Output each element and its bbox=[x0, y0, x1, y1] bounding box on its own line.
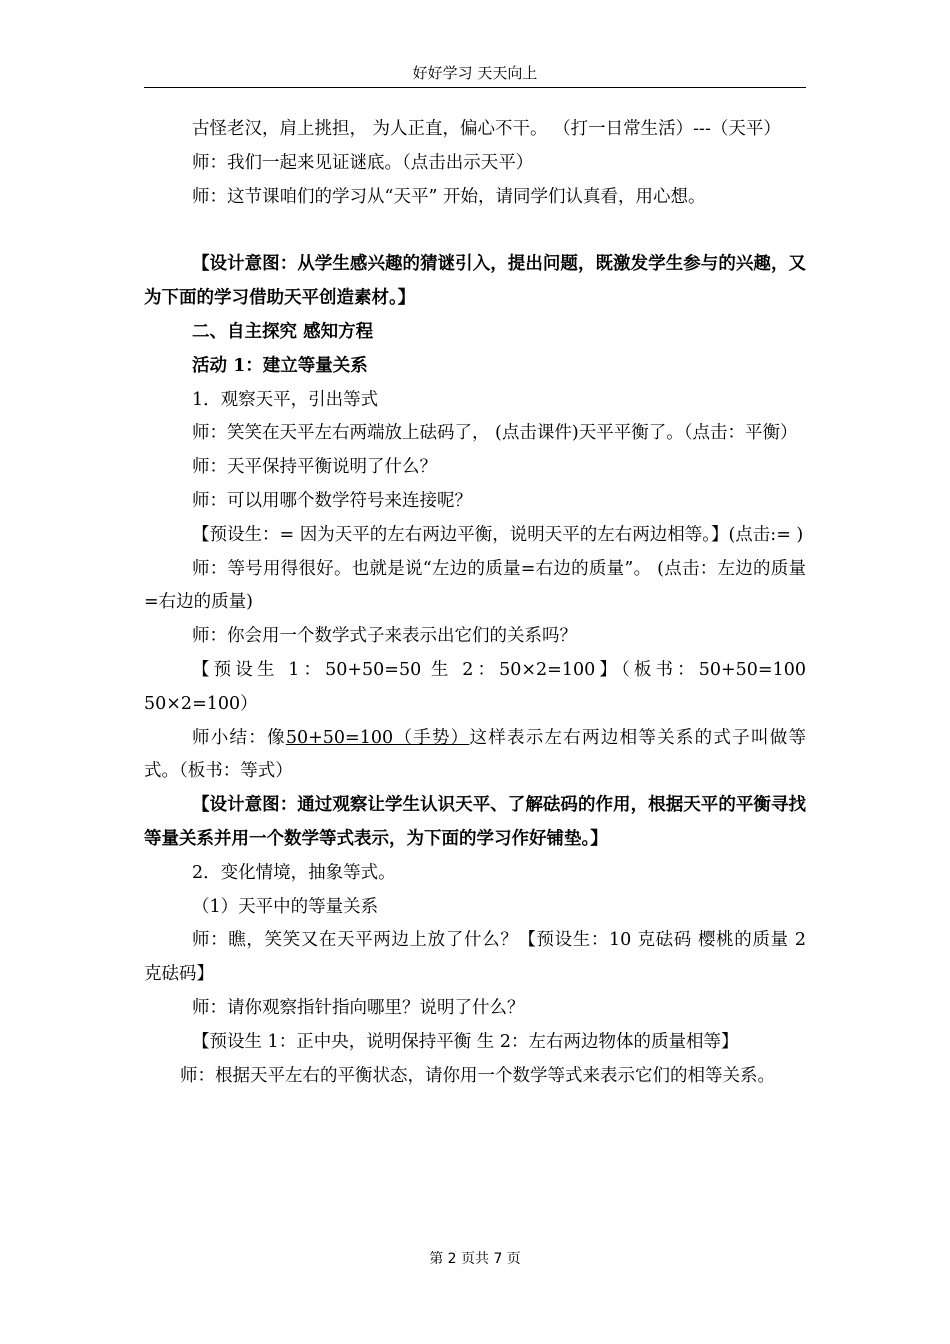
subsection-heading: （1）天平中的等量关系 bbox=[192, 896, 379, 917]
paragraph-question-2: 师：可以用哪个数学符号来连接呢？ bbox=[192, 490, 472, 511]
paragraph-question-1: 师：天平保持平衡说明了什么？ bbox=[192, 457, 437, 478]
paragraph-balance: 师：笑笑在天平左右两端放上砝码了， (点击课件)天平平衡了。（点击：平衡） bbox=[192, 423, 798, 444]
step-2-heading: 2．变化情境，抽象等式。 bbox=[192, 862, 396, 883]
section-heading: 二、自主探究 感知方程 bbox=[192, 321, 374, 342]
paragraph-equal-sign: 师：等号用得很好。也就是说“左边的质量=右边的质量”。 (点击：左边的质量=右边的质量) bbox=[144, 558, 806, 613]
paragraph-question-4: 师：瞧，笑笑又在天平两边上放了什么？【预设生：10 克砝码 樱桃的质量 2 克砝码】 bbox=[144, 930, 806, 985]
design-intent-1: 【设计意图：从学生感兴趣的猜谜引入，提出问题，既激发学生参与的兴趣，又为下面的学习借助天平创造素材。】 bbox=[144, 254, 806, 309]
paragraph-preset-2: 【预设生 1：50+50=50 生 2：50×2=100】（板书：50+50=100 50×2=100） bbox=[144, 659, 806, 714]
document-body bbox=[144, 113, 806, 1093]
summary-underlined: 50+50=100（手势） bbox=[285, 727, 470, 748]
spacer bbox=[144, 214, 806, 248]
paragraph-question-3: 师：你会用一个数学式子来表示出它们的关系吗？ bbox=[192, 626, 577, 647]
summary-rest: 这样表示左右两边相等关系的式子叫做等式。（板书：等式） bbox=[144, 727, 807, 782]
paragraph-intro: 师：这节课咱们的学习从“天平” 开始，请同学们认真看，用心想。 bbox=[192, 186, 706, 207]
paragraph-preset-3: 【预设生 1：正中央，说明保持平衡 生 2：左右两边物体的质量相等】 bbox=[192, 1031, 739, 1052]
paragraph-task: 师：根据天平左右的平衡状态，请你用一个数学等式来表示它们的相等关系。 bbox=[180, 1065, 775, 1086]
header-rule bbox=[144, 87, 806, 88]
paragraph-summary bbox=[144, 722, 806, 790]
paragraph-question-5: 师：请你观察指针指向哪里？说明了什么？ bbox=[192, 997, 525, 1018]
paragraph-preset-1: 【预设生：= 因为天平的左右两边平衡，说明天平的左右两边相等。】(点击:= ) bbox=[192, 524, 804, 545]
page-header: 好好学习 天天向上 bbox=[412, 64, 538, 82]
paragraph-riddle: 古怪老汉，肩上挑担， 为人正直，偏心不干。 （打一日常生活）---（天平） bbox=[192, 119, 781, 139]
summary-lead: 师小结：像 bbox=[192, 727, 286, 748]
step-1-heading: 1．观察天平，引出等式 bbox=[192, 389, 379, 410]
design-intent-2: 【设计意图：通过观察让学生认识天平、了解砝码的作用，根据天平的平衡寻找等量关系并用一个数学等式表示，为下面的学习作好铺垫。】 bbox=[144, 795, 806, 849]
paragraph-reveal: 师：我们一起来见证谜底。（点击出示天平） bbox=[192, 152, 534, 173]
page-footer: 第 2 页共 7 页 bbox=[429, 1251, 521, 1267]
activity-heading: 活动 1：建立等量关系 bbox=[192, 355, 368, 376]
